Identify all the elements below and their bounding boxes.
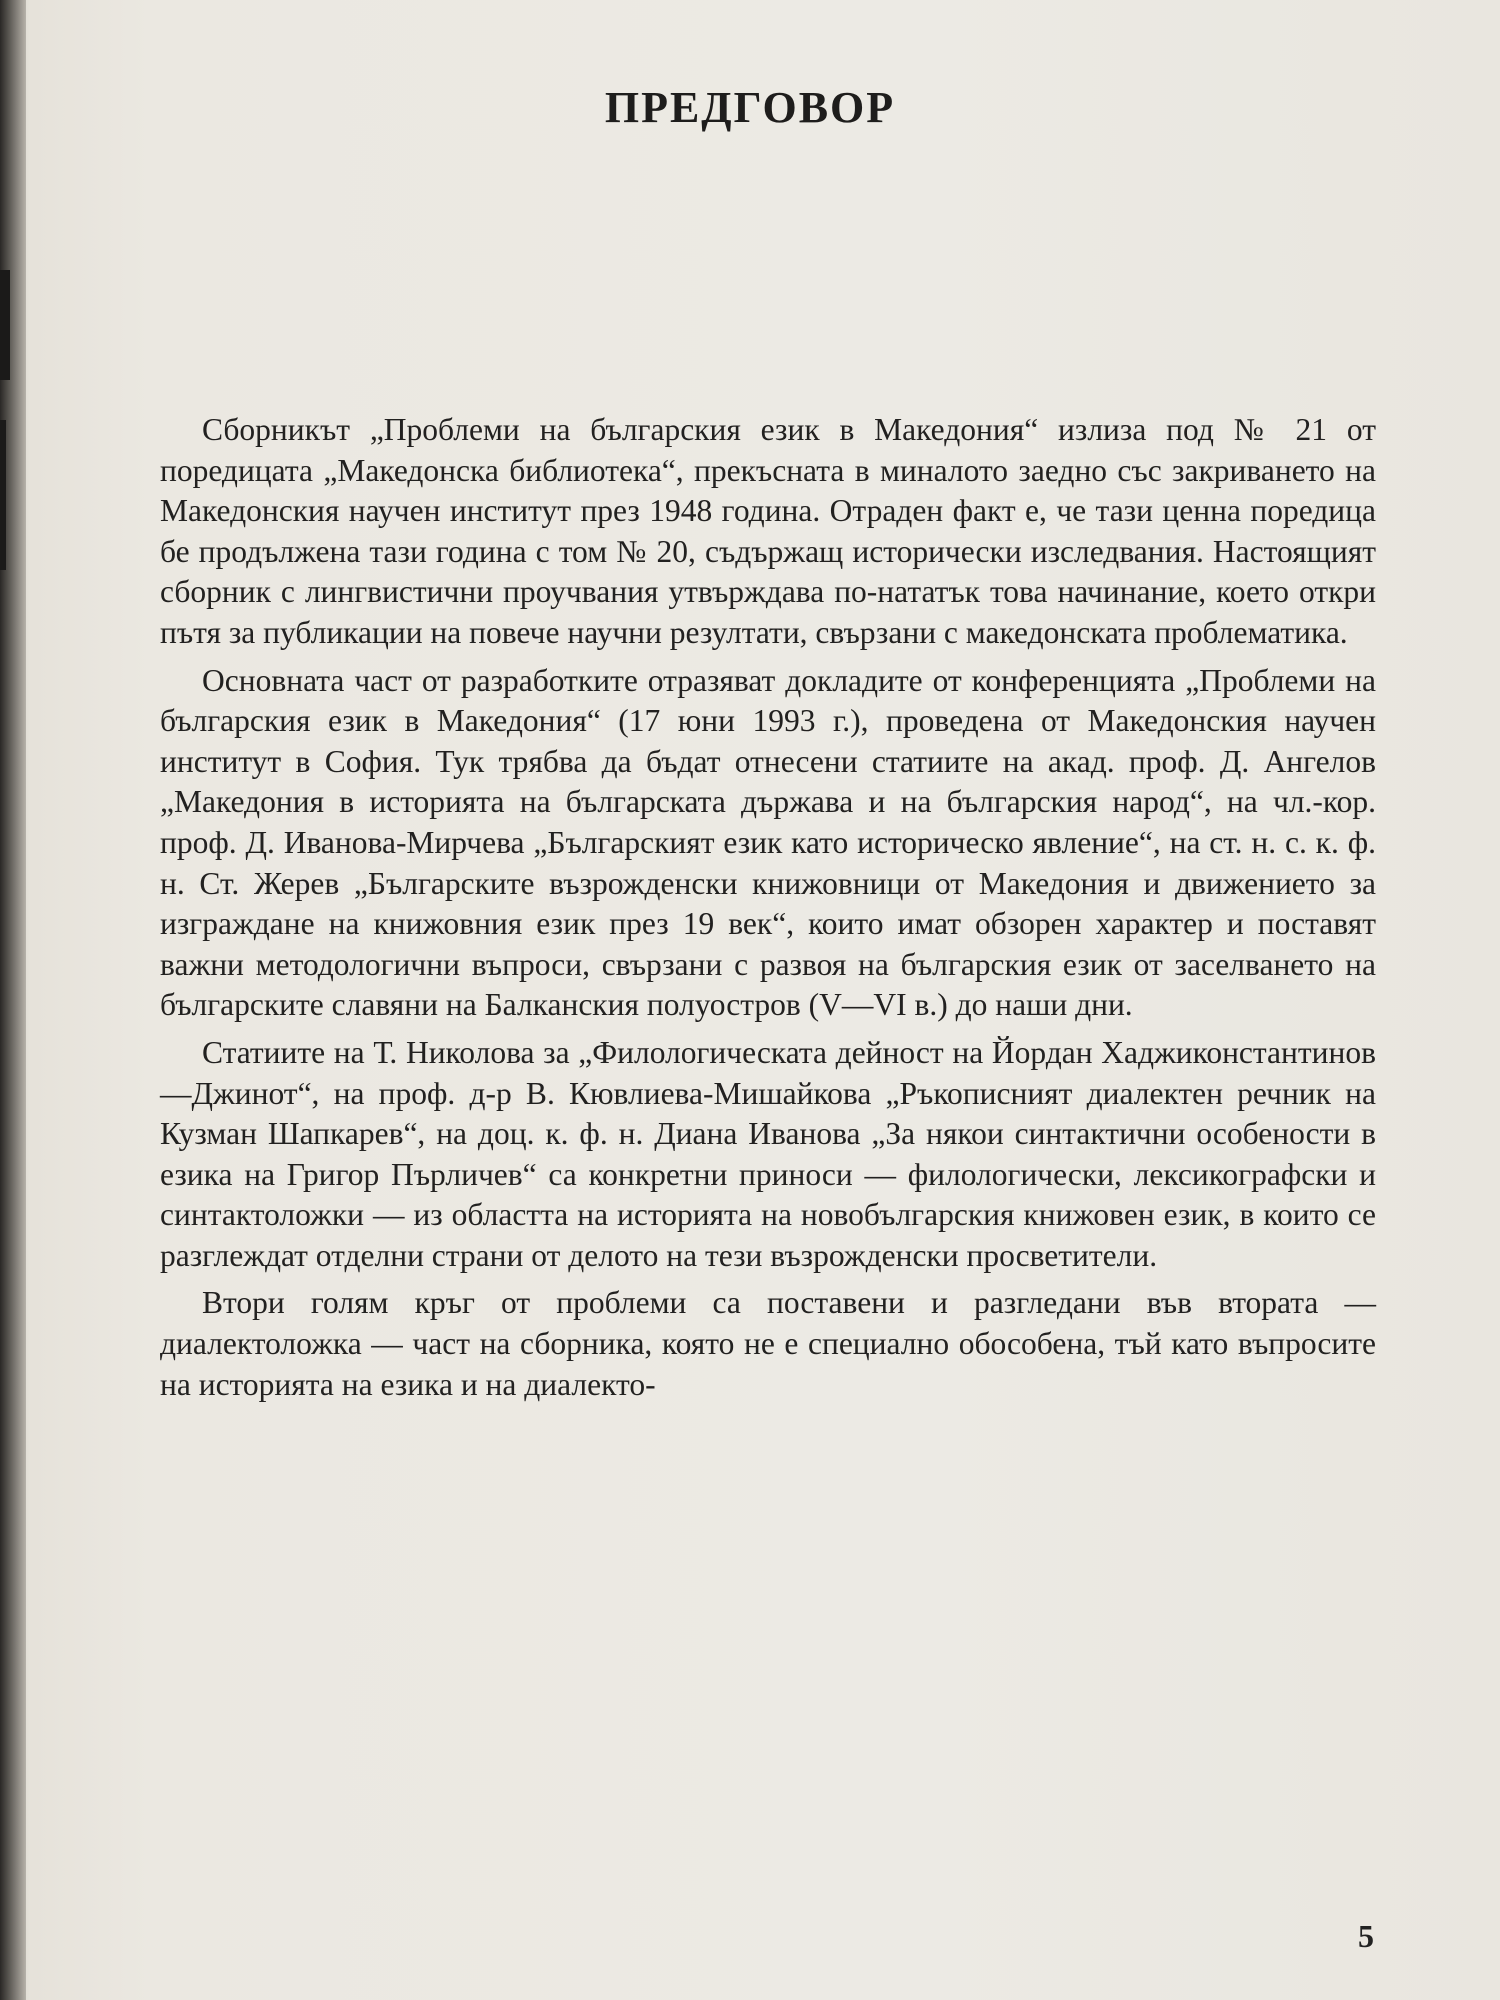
spine-mark bbox=[0, 420, 6, 570]
page-number: 5 bbox=[1358, 1918, 1374, 1954]
spine-mark bbox=[0, 270, 10, 380]
paragraph: Статиите на Т. Николова за „Филологическата дейност на Йордан Хаджиконстантинов—Джинот“, на проф. д-р В. Кювлиева-Мишайкова „Ръкописният диалектен речник на Кузман Шапкарев“, на доц. к. ф. н. Диана Иванова „За някои синтактични особености в езика на Григор Пърличев“ са конкретни приноси — филологически, лексикографски и синтактоложки — из областта на историята на новобългарския книжовен език, в които се разглеждат отделни страни от делото на тези възрожденски просветители. bbox=[160, 1034, 1376, 1273]
paragraph: Основната част от разработките отразяват докладите от конференцията „Проблеми на българския език в Македония“ (17 юни 1993 г.), проведена от Македонския научен институт в София. Тук трябва да бъдат отнесени статиите на акад. проф. Д. Ангелов „Македония в историята на българската държава и на българския народ“, на чл.-кор. проф. Д. Иванова-Мирчева „Българският език като историческо явление“, на ст. н. с. к. ф. н. Ст. Жерев „Българските възрожденски книжовници от Македония и движението за изграждане на книжовния език през 19 век“, които имат обзорен характер и поставят важни методологични въпроси, свързани с развоя на българския език от заселването на българските славяни на Балканския полуостров (V—VI в.) до наши дни. bbox=[160, 662, 1376, 1023]
page-title: ПРЕДГОВОР bbox=[604, 83, 896, 132]
paragraph: Сборникът „Проблеми на българския език в Македония“ излиза под № 21 от поредицата „Македонска библиотека“, прекъсната в миналото заедно със закриването на Македонския научен институт през 1948 година. Отраден факт е, че тази ценна поредица бе продължена тази година с том № 20, съдържащ исторически изследвания. Настоящият сборник с лингвистични проучвания утвърждава по-нататък това начинание, което откри пътя за публикации на повече научни резултати, свързани с македонската проблематика. bbox=[160, 412, 1376, 650]
paragraph: Втори голям кръг от проблеми са поставени и разгледани във втората — диалектоложка — част на сборника, която не е специално обособена, тъй като въпросите на историята на езика и на диалекто- bbox=[160, 1285, 1376, 1402]
body-text bbox=[160, 410, 1376, 1412]
